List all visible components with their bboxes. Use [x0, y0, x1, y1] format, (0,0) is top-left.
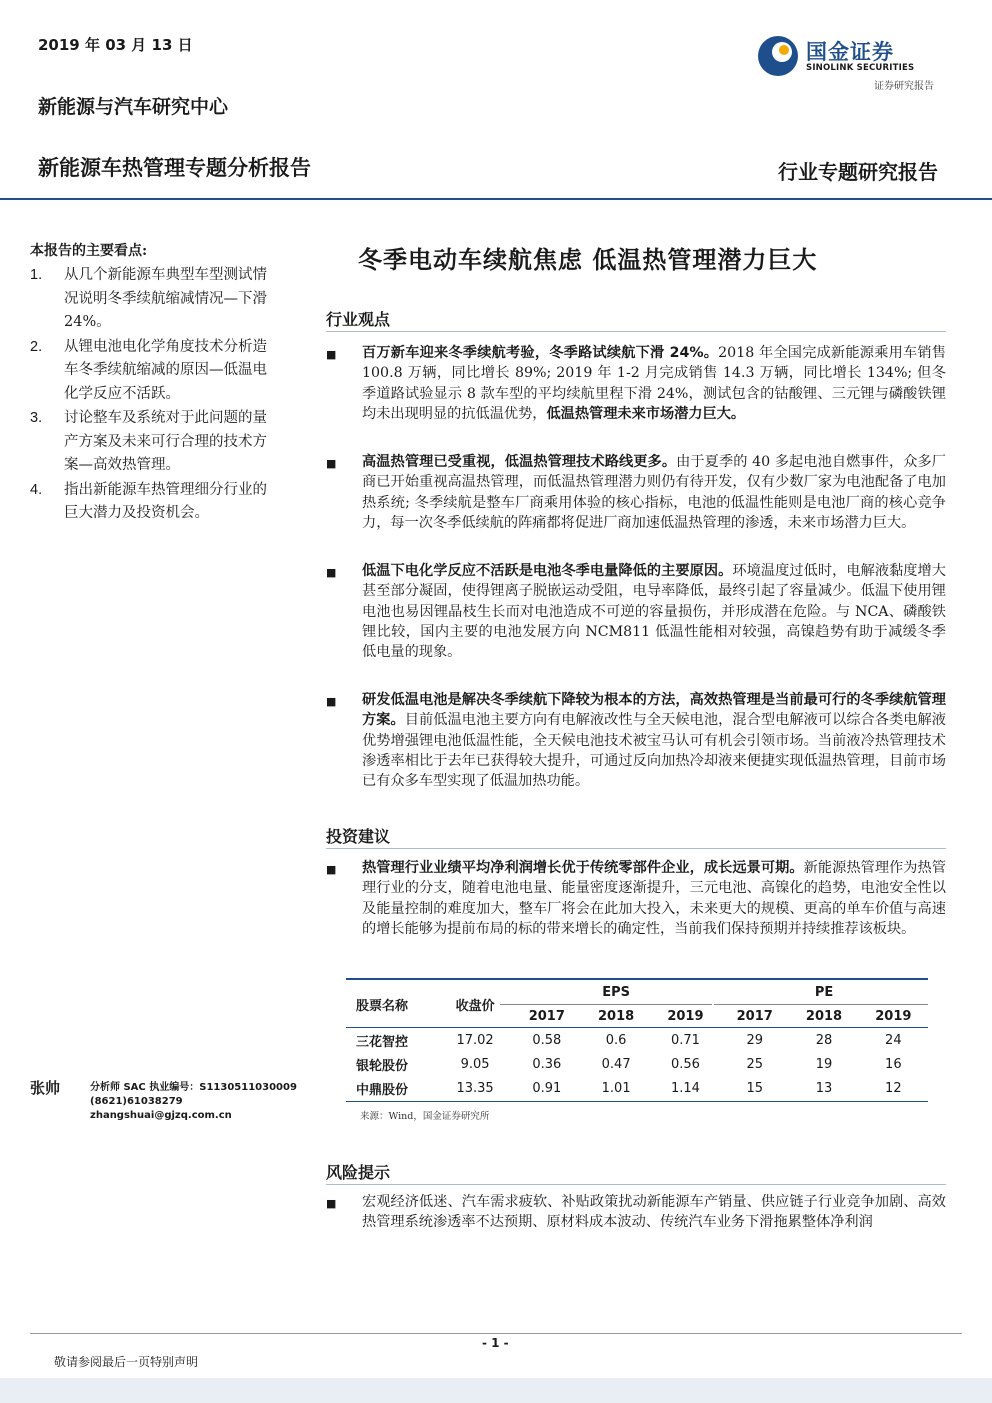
section-heading-risk: 风险提示	[326, 1163, 391, 1182]
view-bullet	[326, 561, 946, 662]
view-bullet	[326, 690, 946, 791]
header-year: 2017	[736, 1008, 773, 1024]
table-header-row	[352, 980, 928, 1004]
section-divider	[326, 1184, 946, 1185]
table-cell: 0.47	[601, 1056, 631, 1072]
close-price: 9.05	[460, 1056, 490, 1072]
table-cell: 15	[746, 1080, 763, 1096]
bullet-square-icon: ■	[326, 348, 337, 361]
section-heading-view: 行业观点	[326, 310, 391, 329]
key-points-heading: 本报告的主要看点:	[30, 243, 148, 259]
close-price: 17.02	[456, 1032, 494, 1048]
table-cell: 25	[746, 1056, 763, 1072]
key-point-item	[30, 407, 270, 478]
bullet-square-icon: ■	[326, 695, 337, 708]
table-row	[352, 1052, 928, 1076]
header-eps: EPS	[602, 984, 630, 1000]
logo-english-name: SINOLINK SECURITIES	[806, 63, 915, 73]
logo-chinese-name: 国金证券	[806, 40, 894, 64]
bullet-paragraph: 宏观经济低迷、汽车需求疲软、补贴政策扰动新能源车产销量、供应链子行业竞争加剧、高效热管理系统渗透率不达预期、原材料成本波动、传统汽车业务下滑拖累整体净利润	[362, 1194, 946, 1231]
analyst-phone: (8621)61038279	[90, 1096, 183, 1107]
bullet-paragraph: 百万新车迎来冬季续航考验，冬季路试续航下滑 24%。2018 年全国完成新能源乘用车销售 100.8 万辆，同比增长 89%; 2019 年 1-2 月完成销售 14.3 万辆，同比增长 134%; 但冬季道路试验显示 8 款车型的平均续航里程下滑 24%，测试包含的钴酸锂、三元锂与磷酸铁锂均未出现明显的抗低温优势，低温热管理未来市场潜力巨大。	[362, 345, 946, 422]
bullet-paragraph: 研发低温电池是解决冬季续航下降较为根本的方法，高效热管理是当前最可行的冬季续航管理方案。目前低温电池主要方向有电解液改性与全天候电池，混合型电解液可以综合各类电解液优势增强锂电池低温性能，全天候电池技术被宝马认可有机会引领市场。当前液冷热管理技术渗透率相比于去年已获得较大提升，可通过反向加热冷却液来便捷实现低温热管理，目前市场已有众多车型实现了低温加热功能。	[362, 692, 946, 790]
invest-bullet	[326, 858, 946, 939]
key-point-number: 1.	[30, 267, 43, 283]
analyst-name: 张帅	[30, 1079, 61, 1097]
table-cell: 24	[885, 1032, 902, 1048]
key-point-text: 指出新能源车热管理细分行业的巨大潜力及投资机会。	[64, 481, 267, 521]
key-point-text: 讨论整车及系统对于此问题的量产方案及未来可行合理的技术方案—高效热管理。	[64, 410, 267, 473]
section-divider	[326, 331, 946, 332]
key-point-number: 2.	[30, 338, 43, 355]
stock-name: 银轮股份	[356, 1058, 409, 1074]
valuation-table	[352, 980, 928, 1100]
table-cell: 12	[885, 1080, 902, 1096]
header-divider	[0, 198, 992, 200]
logo-mark-icon	[756, 34, 800, 78]
header-year: 2018	[598, 1008, 635, 1024]
header-year: 2019	[875, 1008, 912, 1024]
table-row	[352, 1028, 928, 1052]
table-cell: 13	[815, 1080, 833, 1096]
key-point-text: 从锂电池电化学角度技术分析造车冬季续航缩减的原因—低温电化学反应不活跃。	[64, 338, 267, 402]
close-price: 13.35	[456, 1080, 494, 1096]
risk-bullet	[326, 1192, 946, 1233]
table-cell: 0.91	[532, 1080, 562, 1096]
view-bullet	[326, 452, 946, 533]
analyst-contact	[90, 1081, 297, 1123]
bullet-square-icon: ■	[326, 863, 337, 876]
main-title: 冬季电动车续航焦虑 低温热管理潜力巨大	[358, 245, 818, 274]
footer-divider	[30, 1333, 962, 1334]
table-cell: 28	[815, 1032, 833, 1048]
header-year: 2019	[667, 1008, 704, 1024]
section-divider	[326, 848, 946, 849]
table-cell: 0.56	[670, 1056, 700, 1072]
table-cell: 16	[885, 1056, 902, 1072]
company-logo	[756, 28, 946, 98]
stock-name: 中鼎股份	[356, 1082, 409, 1098]
report-type: 行业专题研究报告	[778, 160, 938, 184]
header-year: 2017	[528, 1008, 565, 1024]
key-point-number: 3.	[30, 410, 43, 426]
view-bullet	[326, 343, 946, 424]
header-close-price: 收盘价	[455, 998, 495, 1014]
report-title: 新能源车热管理专题分析报告	[38, 156, 311, 180]
report-date: 2019 年 03 月 13 日	[38, 36, 193, 54]
table-cell: 1.01	[601, 1080, 631, 1096]
analyst-cert: 分析师 SAC 执业编号：S1130511030009	[90, 1082, 297, 1093]
table-cell: 0.58	[532, 1032, 562, 1048]
bullet-paragraph: 低温下电化学反应不活跃是电池冬季电量降低的主要原因。环境温度过低时，电解液黏度增大甚至部分凝固，使得锂离子脱嵌运动受阻，电导率降低，最终引起了容量减少。低温下使用锂电池也易因锂晶枝生长而对电池造成不可逆的容量损伤，并形成潜在危险。与 NCA、磷酸铁锂比较，国内主要的电池发展方向 NCM811 低温性能相对较强，高镍趋势有助于减缓冬季低电量的现象。	[362, 563, 946, 661]
table-cell: 29	[746, 1032, 763, 1048]
header-stock-name: 股票名称	[356, 998, 409, 1014]
key-points-panel	[30, 240, 270, 527]
bullet-square-icon: ■	[326, 566, 337, 579]
key-point-item	[30, 336, 270, 407]
analyst-email[interactable]: zhangshuai@gjzq.com.cn	[90, 1110, 232, 1121]
bullet-paragraph: 高温热管理已受重视，低温热管理技术路线更多。由于夏季的 40 多起电池自燃事件，众多厂商已开始重视高温热管理，而低温热管理潜力则仍有待开发，仅有少数厂家为电池配备了电加热系统; 冬季续航是整车厂商乘用体验的核心指标，电池的低温性能则是电池厂商的核心竞争力，每一次冬季低续航的阵痛都将促进厂商加速低温热管理的渗透，未来市场潜力巨大。	[362, 454, 946, 531]
key-point-item	[30, 264, 270, 335]
table-bottom-rule	[346, 1101, 928, 1102]
footer-disclaimer: 敬请参阅最后一页特别声明	[54, 1355, 199, 1369]
bullet-paragraph: 热管理行业业绩平均净利润增长优于传统零部件企业，成长远景可期。新能源热管理作为热管理行业的分支，随着电池电量、能量密度逐渐提升，三元电池、高镍化的趋势，电池安全性以及能量控制的难度加大，整车厂将会在此加大投入，未来更大的规模、更高的单车价值与高速的增长能够为提前布局的标的带来增长的确定性，当前我们保持预期并持续推荐该板块。	[362, 860, 946, 937]
logo-subtitle: 证券研究报告	[874, 81, 934, 92]
research-center: 新能源与汽车研究中心	[38, 96, 229, 118]
page-number: - 1 -	[482, 1336, 509, 1350]
key-point-number: 4.	[30, 481, 43, 498]
table-cell: 1.14	[670, 1080, 700, 1096]
header-year: 2018	[805, 1008, 843, 1024]
table-cell: 0.36	[532, 1056, 562, 1072]
section-heading-invest: 投资建议	[326, 827, 391, 846]
table-cell: 0.71	[670, 1032, 700, 1048]
key-point-text: 从几个新能源车典型车型测试情况说明冬季续航缩减情况—下滑 24%。	[64, 267, 267, 330]
table-row	[352, 1076, 928, 1100]
stock-name: 三花智控	[356, 1034, 409, 1050]
table-cell: 19	[815, 1056, 833, 1072]
bullet-square-icon: ■	[326, 457, 337, 470]
header-pe: PE	[814, 984, 834, 1000]
table-cell: 0.6	[605, 1032, 627, 1048]
table-source: 来源：Wind，国金证券研究所	[360, 1111, 490, 1122]
key-point-item	[30, 479, 270, 526]
footer-band	[0, 1378, 992, 1403]
bullet-square-icon: ■	[326, 1197, 337, 1210]
